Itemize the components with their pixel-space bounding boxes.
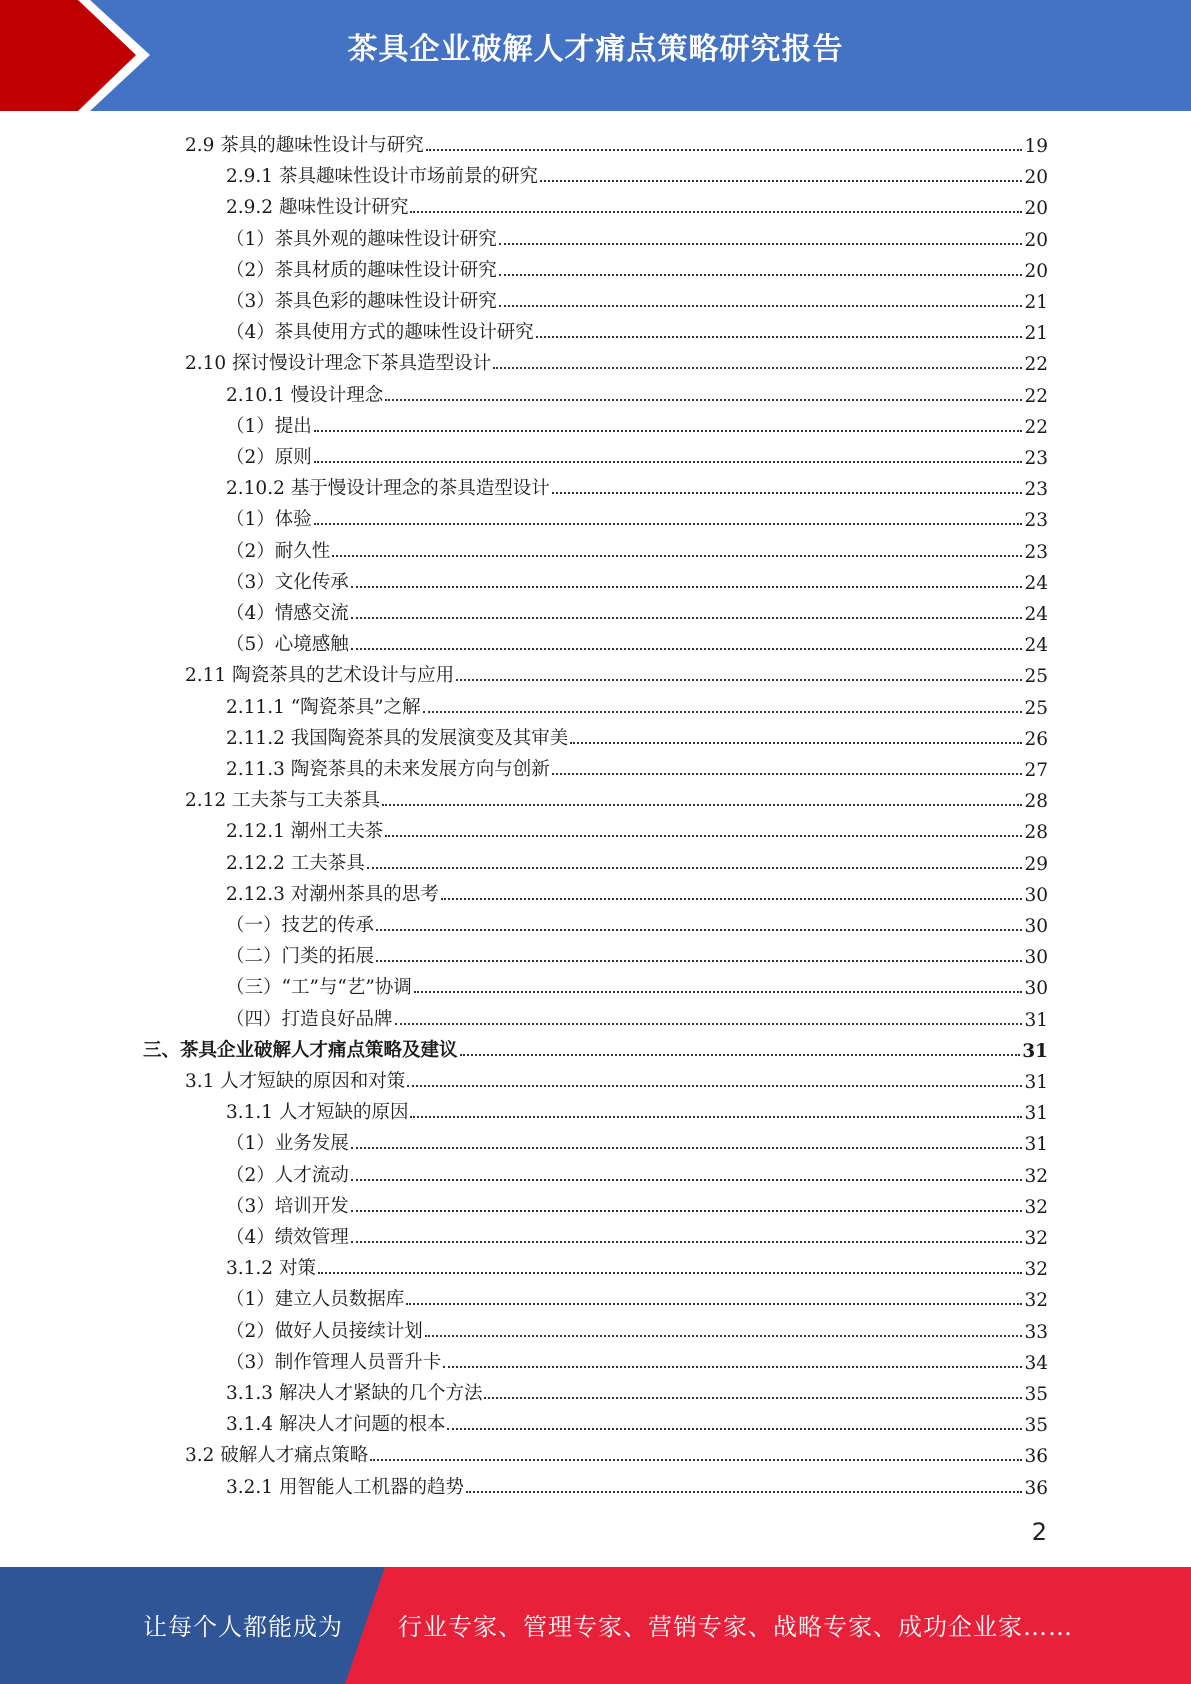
toc-entry-title: 3.1.3 解决人才紧缺的几个方法 bbox=[226, 1383, 483, 1404]
toc-entry-page: 30 bbox=[1024, 947, 1048, 969]
toc-dot-leader bbox=[540, 179, 1022, 182]
footer-slogan-right: 行业专家、管理专家、营销专家、战略专家、成功企业家…… bbox=[398, 1613, 1073, 1641]
toc-entry-title: （3）制作管理人员晋升卡 bbox=[226, 1351, 442, 1373]
toc-dot-leader bbox=[385, 398, 1022, 401]
toc-entry-title: （2）原则 bbox=[226, 447, 312, 468]
toc-entry-page: 32 bbox=[1024, 1196, 1048, 1218]
toc-entry[interactable] bbox=[226, 1125, 1048, 1155]
toc-entry-page: 32 bbox=[1024, 1290, 1048, 1312]
toc-dot-leader bbox=[410, 1115, 1022, 1118]
toc-dot-leader bbox=[552, 491, 1023, 494]
toc-entry[interactable] bbox=[226, 564, 1048, 594]
toc-dot-leader bbox=[552, 772, 1023, 775]
toc-entry-title: （1）体验 bbox=[226, 509, 312, 531]
toc-dot-leader bbox=[499, 304, 1023, 307]
toc-dot-leader bbox=[484, 1396, 1022, 1399]
toc-dot-leader bbox=[351, 1178, 1023, 1181]
toc-entry-page: 28 bbox=[1024, 791, 1048, 813]
toc-entry-title: （4）情感交流 bbox=[226, 603, 349, 624]
toc-dot-leader bbox=[423, 710, 1023, 713]
toc-entry-page: 31 bbox=[1024, 1009, 1048, 1031]
toc-dot-leader bbox=[570, 741, 1022, 744]
toc-dot-leader bbox=[367, 866, 1023, 869]
toc-entry-title: 3.1 人才短缺的原因和对策 bbox=[185, 1071, 406, 1092]
toc-entry[interactable] bbox=[226, 501, 1048, 531]
toc-entry[interactable] bbox=[143, 1032, 1048, 1062]
toc-entry-title: 三、茶具企业破解人才痛点策略及建议 bbox=[143, 1039, 458, 1061]
toc-entry-page: 35 bbox=[1024, 1384, 1048, 1405]
toc-dot-leader bbox=[447, 1427, 1022, 1430]
toc-entry-title: 2.12.2 工夫茶具 bbox=[226, 852, 365, 874]
toc-entry-page: 35 bbox=[1024, 1415, 1048, 1437]
toc-entry-title: （3）茶具色彩的趣味性设计研究 bbox=[226, 291, 497, 312]
toc-entry-title: （4）茶具使用方式的趣味性设计研究 bbox=[226, 322, 534, 344]
toc-entry[interactable] bbox=[226, 377, 1048, 407]
toc-entry-title: 2.9 茶具的趣味性设计与研究 bbox=[185, 135, 424, 156]
toc-entry-page: 21 bbox=[1024, 292, 1048, 313]
footer-slogan-left: 让每个人都能成为 bbox=[143, 1613, 343, 1641]
toc-dot-leader bbox=[466, 1490, 1022, 1493]
toc-entry-title: （一）技艺的传承 bbox=[226, 915, 375, 936]
toc-entry[interactable] bbox=[226, 907, 1048, 937]
toc-entry-title: 2.12.3 对潮州茶具的思考 bbox=[226, 883, 439, 905]
toc-entry-page: 30 bbox=[1024, 884, 1048, 906]
toc-dot-leader bbox=[425, 1334, 1023, 1337]
toc-entry[interactable] bbox=[226, 158, 1048, 188]
toc-entry[interactable] bbox=[226, 1157, 1048, 1187]
toc-entry-page: 27 bbox=[1024, 760, 1048, 781]
toc-entry-page: 23 bbox=[1024, 510, 1048, 532]
toc-entry[interactable] bbox=[226, 1094, 1048, 1124]
toc-entry[interactable] bbox=[226, 845, 1048, 875]
toc-entry-title: （2）茶具材质的趣味性设计研究 bbox=[226, 259, 497, 281]
toc-entry[interactable] bbox=[226, 1375, 1048, 1405]
toc-entry-page: 30 bbox=[1024, 978, 1048, 1000]
toc-entry-title: 2.12 工夫茶与工夫茶具 bbox=[185, 790, 381, 812]
toc-entry[interactable] bbox=[226, 533, 1048, 563]
toc-entry-title: （1）提出 bbox=[226, 415, 312, 437]
toc-dot-leader bbox=[351, 647, 1023, 650]
toc-entry[interactable] bbox=[226, 1001, 1048, 1031]
toc-entry-page: 32 bbox=[1024, 1165, 1048, 1187]
toc-dot-leader bbox=[395, 1022, 1023, 1025]
toc-entry[interactable] bbox=[185, 657, 1048, 687]
toc-entry[interactable] bbox=[226, 813, 1048, 843]
toc-entry-title: 2.9.1 茶具趣味性设计市场前景的研究 bbox=[226, 166, 538, 188]
toc-entry-page: 33 bbox=[1024, 1321, 1048, 1343]
toc-dot-leader bbox=[407, 1084, 1022, 1087]
toc-entry-page: 20 bbox=[1024, 229, 1048, 251]
toc-entry-page: 25 bbox=[1024, 697, 1048, 719]
toc-dot-leader bbox=[351, 585, 1023, 588]
toc-entry-page: 23 bbox=[1024, 448, 1048, 469]
toc-entry-page: 24 bbox=[1024, 572, 1048, 594]
toc-entry-page: 24 bbox=[1024, 604, 1048, 625]
toc-entry[interactable] bbox=[226, 314, 1048, 344]
toc-entry-page: 20 bbox=[1024, 167, 1048, 189]
toc-entry-title: 3.2 破解人才痛点策略 bbox=[185, 1445, 369, 1467]
toc-entry[interactable] bbox=[185, 127, 1048, 157]
toc-entry[interactable] bbox=[226, 969, 1048, 999]
toc-entry-title: （2）做好人员接续计划 bbox=[226, 1320, 423, 1342]
toc-entry-title: 2.10.1 慢设计理念 bbox=[226, 384, 384, 406]
toc-entry-page: 31 bbox=[1024, 1103, 1048, 1125]
toc-entry-title: （5）心境感触 bbox=[226, 634, 349, 656]
toc-entry-page: 29 bbox=[1024, 853, 1048, 875]
toc-dot-leader bbox=[385, 834, 1022, 837]
toc-entry-page: 34 bbox=[1024, 1352, 1048, 1374]
toc-entry-title: 2.11.2 我国陶瓷茶具的发展演变及其审美 bbox=[226, 727, 569, 749]
toc-entry-page: 20 bbox=[1024, 198, 1048, 220]
toc-entry-title: （1）建立人员数据库 bbox=[226, 1289, 405, 1311]
toc-entry-page: 22 bbox=[1024, 416, 1048, 438]
toc-entry[interactable] bbox=[185, 345, 1048, 375]
toc-entry-title: 3.1.4 解决人才问题的根本 bbox=[226, 1414, 446, 1436]
toc-dot-leader bbox=[332, 554, 1022, 557]
toc-entry-title: 3.1.1 人才短缺的原因 bbox=[226, 1102, 409, 1124]
toc-entry-title: （三）“工”与“艺”协调 bbox=[226, 977, 412, 999]
toc-entry-page: 24 bbox=[1024, 635, 1048, 657]
toc-entry-page: 22 bbox=[1024, 354, 1048, 376]
toc-entry-title: （1）茶具外观的趣味性设计研究 bbox=[226, 228, 497, 250]
toc-entry[interactable] bbox=[226, 1219, 1048, 1249]
toc-dot-leader bbox=[493, 366, 1022, 369]
toc-entry-page: 28 bbox=[1024, 822, 1048, 844]
toc-dot-leader bbox=[426, 148, 1023, 151]
toc-dot-leader bbox=[406, 1302, 1022, 1305]
toc-entry-page: 31 bbox=[1022, 1040, 1048, 1062]
toc-entry[interactable] bbox=[226, 595, 1048, 625]
toc-entry[interactable] bbox=[226, 720, 1048, 750]
toc-entry-title: 3.1.2 对策 bbox=[226, 1258, 316, 1280]
toc-entry-title: （二）门类的拓展 bbox=[226, 946, 375, 968]
toc-entry-page: 31 bbox=[1024, 1072, 1048, 1093]
toc-dot-leader bbox=[536, 335, 1023, 338]
toc-dot-leader bbox=[499, 242, 1023, 245]
toc-dot-leader bbox=[351, 616, 1023, 619]
toc-dot-leader bbox=[410, 210, 1022, 213]
toc-dot-leader bbox=[314, 522, 1023, 525]
toc-entry-title: 2.9.2 趣味性设计研究 bbox=[226, 197, 409, 219]
toc-entry-page: 22 bbox=[1024, 385, 1048, 407]
toc-dot-leader bbox=[376, 928, 1022, 931]
toc-entry-page: 36 bbox=[1024, 1477, 1048, 1499]
toc-entry-page: 26 bbox=[1024, 728, 1048, 750]
toc-entry[interactable] bbox=[226, 938, 1048, 968]
toc-entry[interactable] bbox=[226, 626, 1048, 656]
toc-dot-leader bbox=[414, 990, 1023, 993]
toc-entry-page: 20 bbox=[1024, 260, 1048, 282]
toc-entry[interactable] bbox=[226, 283, 1048, 313]
toc-entry-title: （1）业务发展 bbox=[226, 1133, 349, 1155]
toc-entry[interactable] bbox=[226, 408, 1048, 438]
toc-entry-title: 2.11 陶瓷茶具的艺术设计与应用 bbox=[185, 665, 455, 687]
toc-entry-page: 31 bbox=[1024, 1134, 1048, 1156]
toc-entry[interactable] bbox=[226, 1313, 1048, 1343]
toc-dot-leader bbox=[441, 897, 1023, 900]
toc-entry[interactable] bbox=[226, 1281, 1048, 1311]
toc-entry-title: 2.11.3 陶瓷茶具的未来发展方向与创新 bbox=[226, 759, 550, 780]
toc-entry[interactable] bbox=[185, 1437, 1048, 1467]
toc-entry-page: 25 bbox=[1024, 666, 1048, 688]
toc-dot-leader bbox=[318, 1271, 1023, 1274]
toc-entry[interactable] bbox=[226, 1344, 1048, 1374]
toc-entry-title: （2）耐久性 bbox=[226, 540, 331, 562]
toc-entry-page: 19 bbox=[1024, 136, 1048, 157]
page-header bbox=[0, 0, 1191, 111]
toc-entry[interactable] bbox=[226, 751, 1048, 781]
toc-dot-leader bbox=[314, 460, 1023, 463]
toc-entry-page: 30 bbox=[1024, 916, 1048, 937]
toc-entry-title: （3）培训开发 bbox=[226, 1195, 349, 1217]
toc-entry[interactable] bbox=[226, 252, 1048, 282]
page-number: 2 bbox=[1031, 1518, 1047, 1546]
toc-dot-leader bbox=[456, 678, 1022, 681]
toc-entry-title: 2.10.2 基于慢设计理念的茶具造型设计 bbox=[226, 478, 550, 500]
toc-entry-title: （2）人才流动 bbox=[226, 1164, 349, 1186]
toc-entry[interactable] bbox=[226, 1469, 1048, 1499]
toc-entry-page: 23 bbox=[1024, 541, 1048, 563]
toc-entry[interactable] bbox=[185, 782, 1048, 812]
toc-entry-page: 36 bbox=[1024, 1446, 1048, 1468]
toc-entry-title: 3.2.1 用智能人工机器的趋势 bbox=[226, 1476, 464, 1498]
toc-entry[interactable] bbox=[226, 1188, 1048, 1218]
toc-entry-page: 32 bbox=[1024, 1228, 1048, 1249]
toc-entry-title: 2.10 探讨慢设计理念下茶具造型设计 bbox=[185, 353, 492, 375]
toc-dot-leader bbox=[351, 1146, 1023, 1149]
toc-dot-leader bbox=[314, 429, 1023, 432]
toc-entry[interactable] bbox=[226, 876, 1048, 906]
toc-entry[interactable] bbox=[226, 439, 1048, 469]
toc-entry-title: （4）绩效管理 bbox=[226, 1227, 349, 1248]
toc-dot-leader bbox=[376, 959, 1022, 962]
toc-dot-leader bbox=[499, 273, 1023, 276]
toc-entry-title: 2.12.1 潮州工夫茶 bbox=[226, 821, 384, 843]
toc-entry-page: 21 bbox=[1024, 323, 1048, 345]
toc-dot-leader bbox=[351, 1209, 1023, 1212]
toc-dot-leader bbox=[443, 1365, 1022, 1368]
toc-entry-page: 23 bbox=[1024, 479, 1048, 501]
toc-entry-title: 2.11.1 “陶瓷茶具”之解 bbox=[226, 696, 421, 718]
toc-dot-leader bbox=[351, 1240, 1023, 1243]
toc-entry[interactable] bbox=[226, 689, 1048, 719]
toc-entry-title: （四）打造良好品牌 bbox=[226, 1008, 393, 1030]
toc-entry[interactable] bbox=[226, 470, 1048, 500]
toc-entry[interactable] bbox=[185, 1063, 1048, 1093]
report-title: 茶具企业破解人才痛点策略研究报告 bbox=[347, 32, 844, 67]
toc-dot-leader bbox=[370, 1458, 1022, 1461]
toc-entry[interactable] bbox=[226, 189, 1048, 219]
toc-dot-leader bbox=[382, 803, 1022, 806]
page-footer bbox=[0, 1567, 1191, 1684]
toc-entry[interactable] bbox=[226, 1406, 1048, 1436]
toc-entry-page: 32 bbox=[1024, 1259, 1048, 1281]
toc-entry-title: （3）文化传承 bbox=[226, 571, 349, 593]
toc-entry[interactable] bbox=[226, 1250, 1048, 1280]
toc-dot-leader bbox=[460, 1053, 1021, 1056]
toc-entry[interactable] bbox=[226, 221, 1048, 251]
